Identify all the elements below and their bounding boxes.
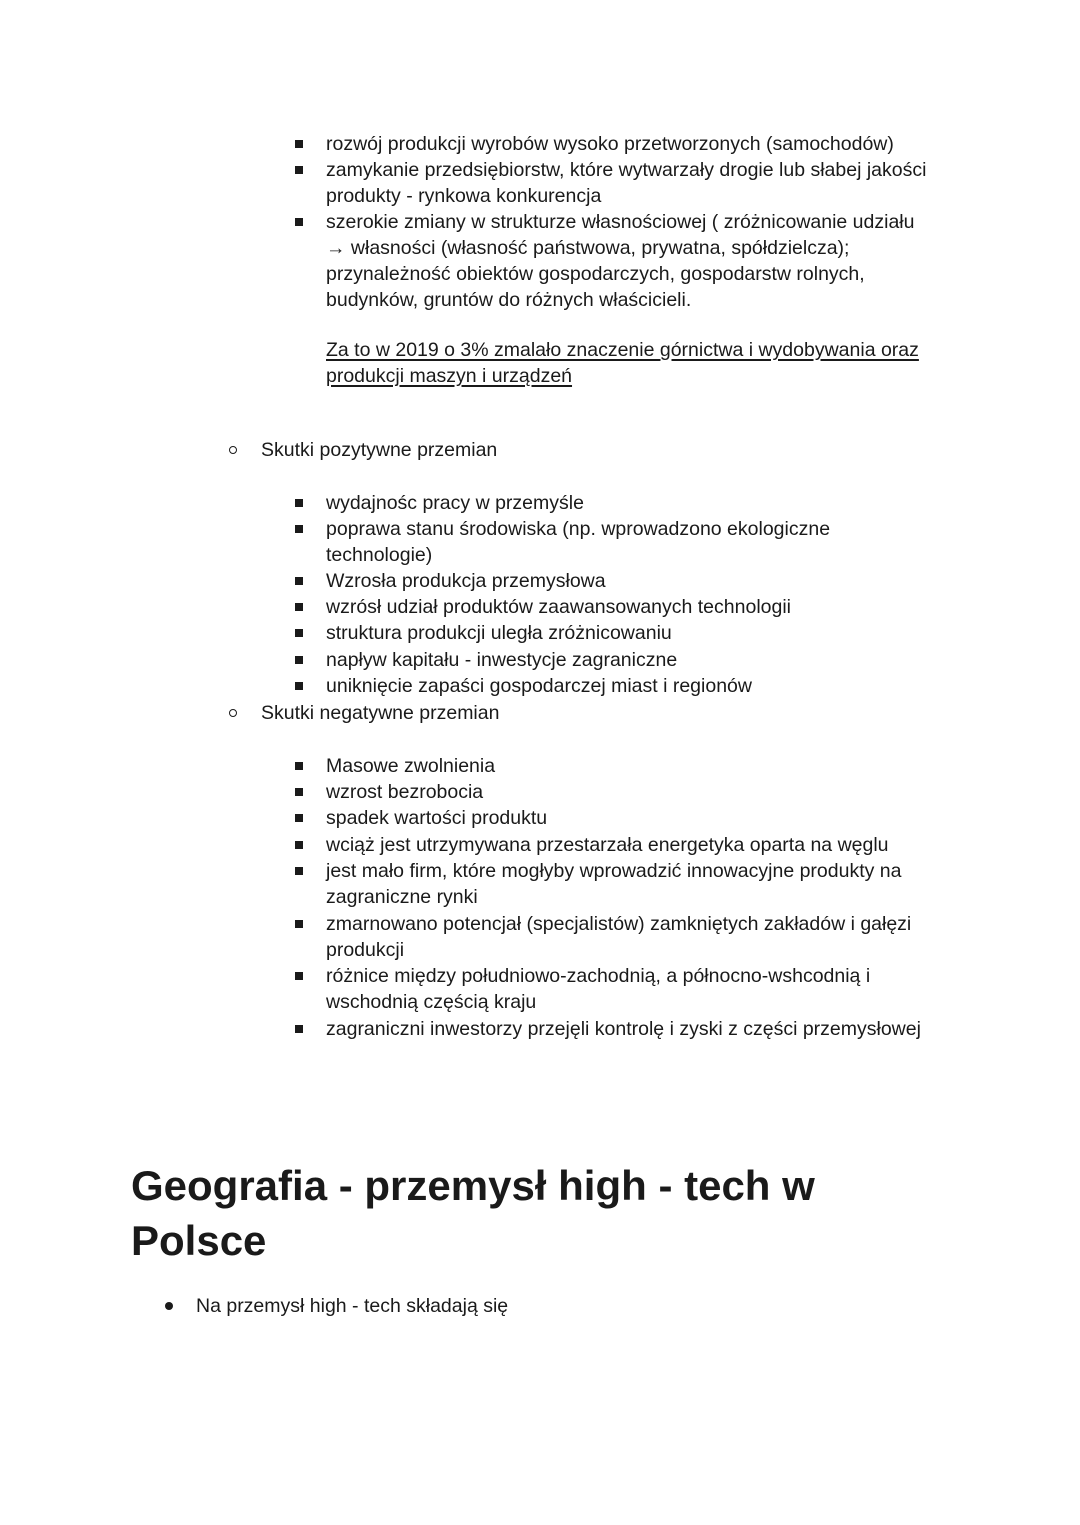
list-item: Wzrosła produkcja przemysłowa xyxy=(326,570,606,592)
square-bullet-icon xyxy=(295,762,303,770)
list-item-continuation: wschodnią częścią kraju xyxy=(326,991,537,1013)
square-bullet-icon xyxy=(295,920,303,928)
square-bullet-icon xyxy=(295,166,303,174)
heading-line: Geografia - przemysł high - tech w xyxy=(131,1162,815,1209)
square-bullet-icon xyxy=(295,1025,303,1033)
list-item: zamykanie przedsiębiorstw, które wytwarzały drogie lub słabej jakości xyxy=(326,159,927,181)
negative-effects-title: Skutki negatywne przemian xyxy=(261,702,500,724)
list-item: struktura produkcji uległa zróżnicowaniu xyxy=(326,622,672,644)
square-bullet-icon xyxy=(295,499,303,507)
list-item: szerokie zmiany w strukturze własnościowej ( zróżnicowanie udziału xyxy=(326,211,915,233)
list-item-continuation: technologie) xyxy=(326,544,433,566)
list-item: uniknięcie zapaści gospodarczej miast i regionów xyxy=(326,675,752,697)
list-item-continuation: przynależność obiektów gospodarczych, gospodarstw rolnych, xyxy=(326,263,865,285)
list-item: zmarnowano potencjał (specjalistów) zamkniętych zakładów i gałęzi xyxy=(326,913,912,935)
list-item: różnice między południowo-zachodnią, a północno-wshcodnią i xyxy=(326,965,871,987)
list-item-continuation: budynków, gruntów do różnych właścicieli. xyxy=(326,289,692,311)
square-bullet-icon xyxy=(295,656,303,664)
square-bullet-icon xyxy=(295,603,303,611)
list-item-continuation: produkcji xyxy=(326,939,405,961)
section-bullet-text: Na przemysł high - tech składają się xyxy=(196,1295,509,1317)
list-item: rozwój produkcji wyrobów wysoko przetworzonych (samochodów) xyxy=(326,133,894,155)
list-item: poprawa stanu środowiska (np. wprowadzono ekologiczne xyxy=(326,518,831,540)
list-item: zagraniczni inwestorzy przejęli kontrolę i zyski z części przemysłowej xyxy=(326,1018,921,1040)
square-bullet-icon xyxy=(295,972,303,980)
list-item: jest mało firm, które mogłyby wprowadzić innowacyjne produkty na xyxy=(326,860,902,882)
list-item: spadek wartości produktu xyxy=(326,807,548,829)
round-bullet-icon xyxy=(165,1302,173,1310)
square-bullet-icon xyxy=(295,525,303,533)
square-bullet-icon xyxy=(295,788,303,796)
underlined-note-continuation: produkcji maszyn i urządzeń xyxy=(326,365,573,387)
hollow-circle-bullet-icon xyxy=(229,446,237,454)
list-item: wciąż jest utrzymywana przestarzała energetyka oparta na węglu xyxy=(326,834,889,856)
square-bullet-icon xyxy=(295,218,303,226)
list-item-continuation: → własności (własność państwowa, prywatna, spółdzielcza); xyxy=(326,237,850,259)
square-bullet-icon xyxy=(295,841,303,849)
square-bullet-icon xyxy=(295,682,303,690)
underlined-note: Za to w 2019 o 3% zmalało znaczenie górnictwa i wydobywania oraz xyxy=(326,339,919,361)
positive-effects-title: Skutki pozytywne przemian xyxy=(261,439,498,461)
list-item: wydajnośc pracy w przemyśle xyxy=(326,492,584,514)
list-item-continuation: zagraniczne rynki xyxy=(326,886,478,908)
square-bullet-icon xyxy=(295,140,303,148)
square-bullet-icon xyxy=(295,629,303,637)
square-bullet-icon xyxy=(295,577,303,585)
list-item: wzrósł udział produktów zaawansowanych technologii xyxy=(326,596,792,618)
list-item: wzrost bezrobocia xyxy=(326,781,484,803)
list-item: Masowe zwolnienia xyxy=(326,755,496,777)
square-bullet-icon xyxy=(295,814,303,822)
hollow-circle-bullet-icon xyxy=(229,709,237,717)
list-item: napływ kapitału - inwestycje zagraniczne xyxy=(326,649,678,671)
heading-line: Polsce xyxy=(131,1217,267,1264)
list-item-continuation: produkty - rynkowa konkurencja xyxy=(326,185,602,207)
square-bullet-icon xyxy=(295,867,303,875)
